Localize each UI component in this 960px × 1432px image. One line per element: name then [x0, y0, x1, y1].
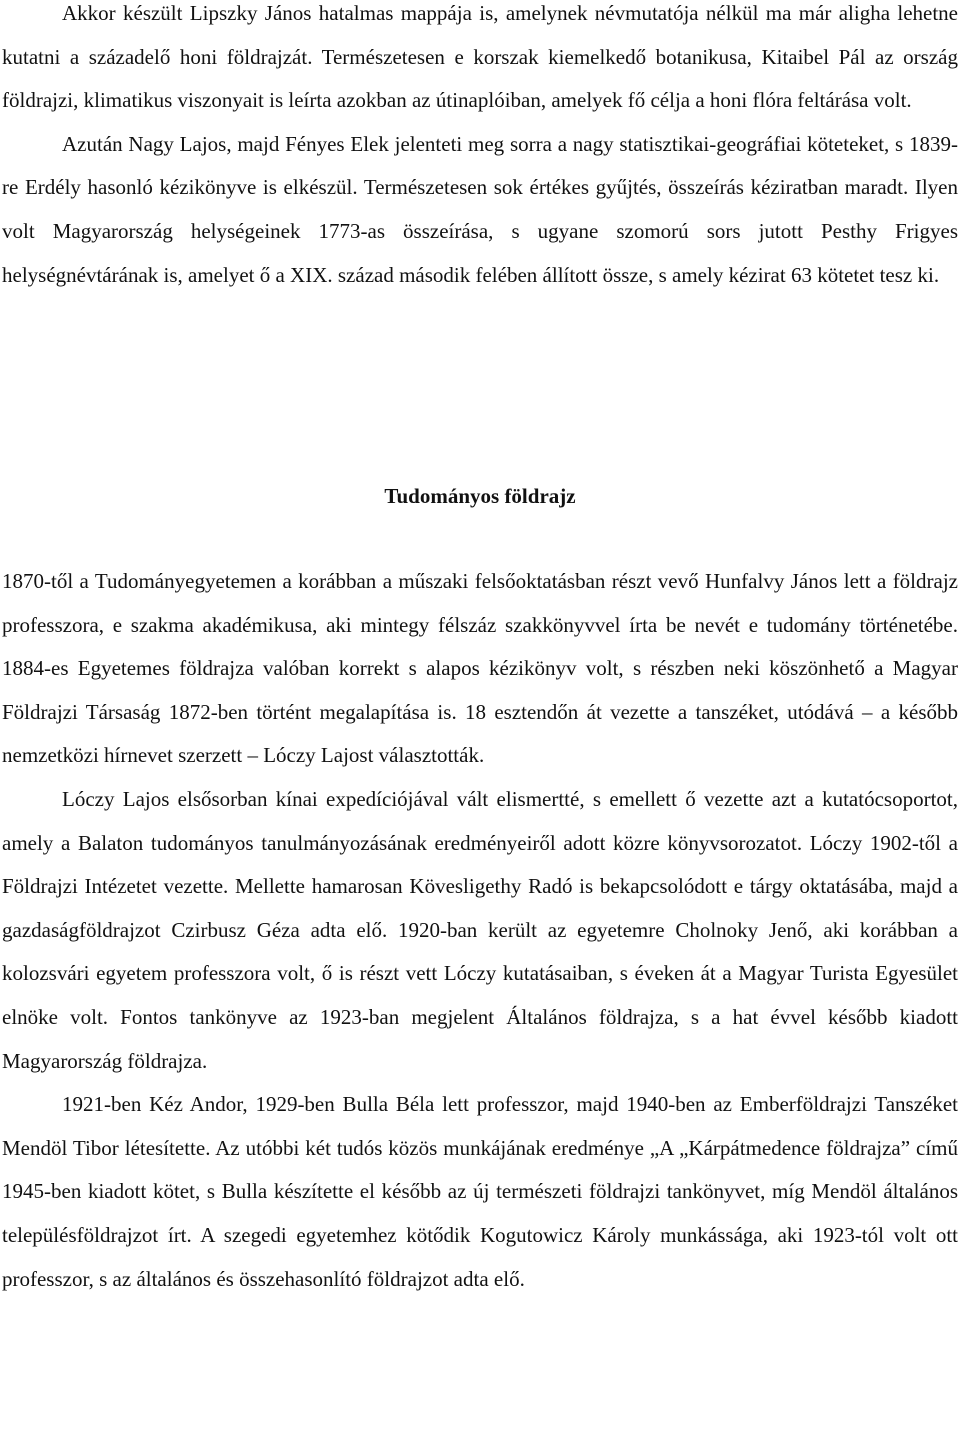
section-body	[2, 560, 958, 1301]
intro-text	[2, 0, 958, 297]
section-heading: Tudományos földrajz	[384, 484, 576, 508]
paragraph: Lóczy Lajos elsősorban kínai expedíciójával vált elismertté, s emellett ő vezette azt a kutatócsoportot, amely a Balaton tudományos tanulmányozásának eredményeiről adott közre könyvsorozatot. Lóczy 1902-től a Földrajzi Intézetet vezette. Mellette hamarosan Kövesligethy Radó is bekapcsolódott e tárgy oktatásába, majd a gazdaságföldrajzot Czirbusz Géza adta elő. 1920-ban került az egyetemre Cholnoky Jenő, aki korábban a kolozsvári egyetem professzora volt, ő is részt vett Lóczy kutatásaiban, s éveken át a Magyar Turista Egyesület elnöke volt. Fontos tankönyve az 1923-ban megjelent Általános földrajza, s a hat évvel később kiadott Magyarország földrajza.	[2, 786, 958, 1073]
paragraph: Azután Nagy Lajos, majd Fényes Elek jelenteti meg sorra a nagy statisztikai-geográfiai köteteket, s 1839-re Erdély hasonló kézikönyve is elkészül. Természetesen sok értékes gyűjtés, összeírás kéziratban maradt. Ilyen volt Magyarország helységeinek 1773-as összeírása, s ugyane szomorú sors jutott Pesthy Frigyes helységnévtárának is, amelyet ő a XIX. század második felében állított össze, s amely kézirat 63 kötetet tesz ki.	[2, 131, 958, 287]
paragraph: 1870-től a Tudományegyetemen a korábban a műszaki felsőoktatásban részt vevő Hunfalvy János lett a földrajz professzora, e szakma akadémikusa, aki mintegy félszáz szakkönyvvel írta be nevét e tudomány történetébe. 1884-es Egyetemes földrajza valóban korrekt s alapos kézikönyv volt, s részben neki köszönhető a Magyar Földrajzi Társaság 1872-ben történt megalapítása is. 18 esztendőn át vezette a tanszéket, utódává – a később nemzetközi hírnevet szerzett – Lóczy Lajost választották.	[2, 569, 958, 768]
paragraph: 1921-ben Kéz Andor, 1929-ben Bulla Béla lett professzor, majd 1940-ben az Emberföldrajzi Tanszéket Mendöl Tibor létesítette. Az utóbbi két tudós közös munkájának eredménye „A „Kárpátmedence földrajza” című 1945-ben kiadott kötet, s Bulla készítette el később az új természeti földrajzi tankönyvet, míg Mendöl általános településföldrajzot írt. A szegedi egyetemhez kötődik Kogutowicz Károly munkássága, aki 1923-tól volt ott professzor, s az általános és összehasonlító földrajzot adta elő.	[2, 1092, 958, 1291]
paragraph: Akkor készült Lipszky János hatalmas mappája is, amelynek névmutatója nélkül ma már aligha lehetne kutatni a századelő honi földrajzát. Természetesen e korszak kiemelkedő botanikusa, Kitaibel Pál az ország földrajzi, klimatikus viszonyait is leírta azokban az útinaplóiban, amelyek fő célja a honi flóra feltárása volt.	[2, 1, 958, 113]
